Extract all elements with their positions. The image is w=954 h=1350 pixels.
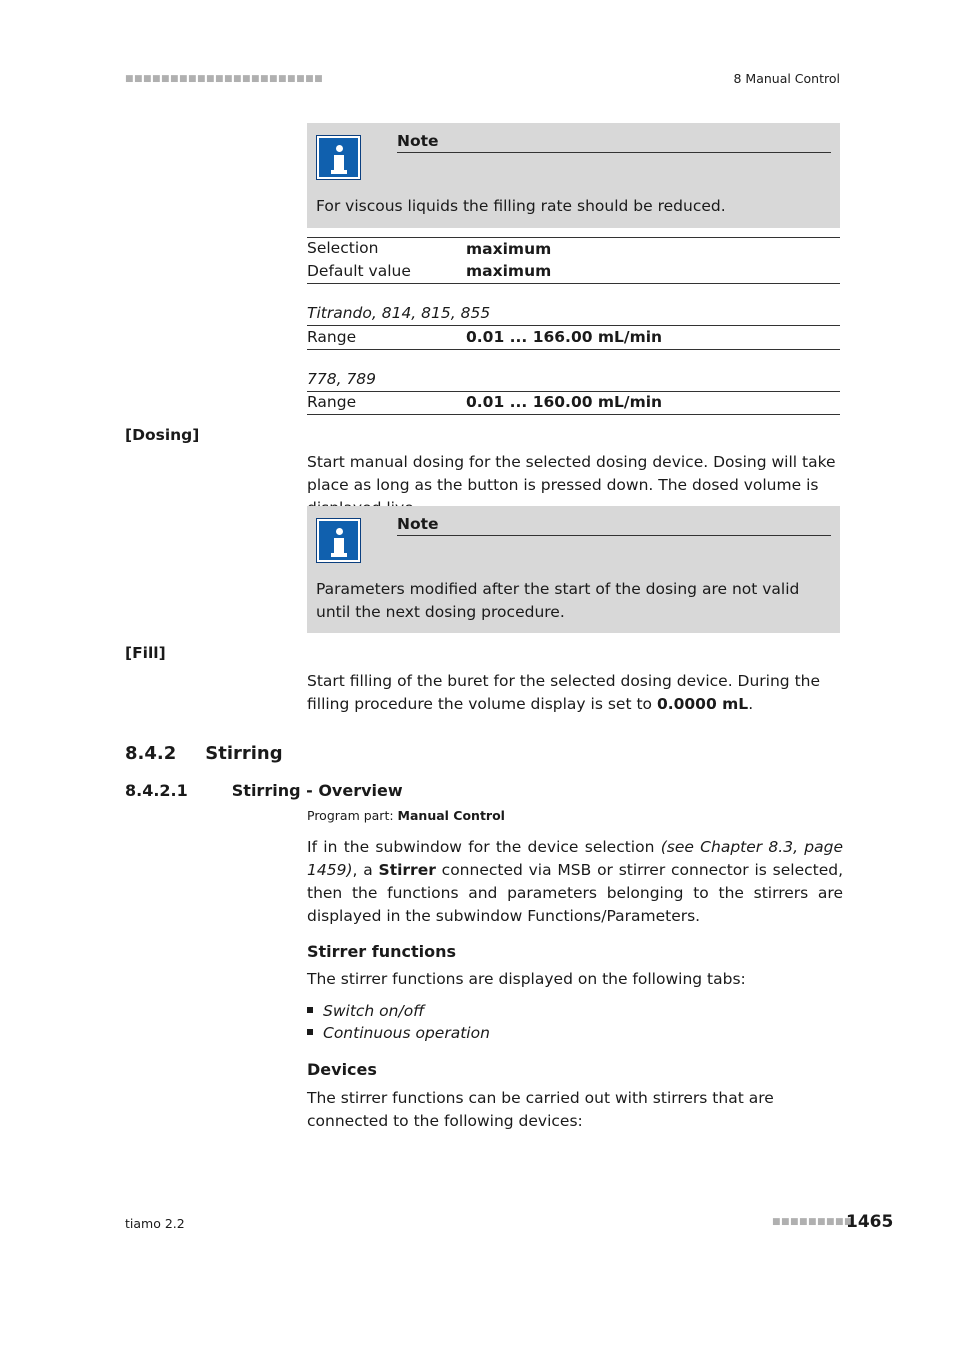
note-body: Parameters modified after the start of the dosing are not valid until the next dosing procedure.: [316, 580, 800, 621]
section-heading: [125, 743, 283, 764]
subsection-title: Stirring - Overview: [231, 781, 403, 800]
table-rule: [307, 414, 840, 415]
info-icon: [316, 135, 361, 180]
range-label: Range: [307, 393, 357, 411]
chapter-reference-link[interactable]: (see Chapter 8.3, page 1459): [307, 838, 843, 879]
devices-heading: Devices: [307, 1060, 377, 1079]
footer-decoration: ■■■■■■■■■: [772, 1217, 854, 1227]
volume-value: 0.0000 mL: [656, 695, 749, 713]
range-caption: 778, 789: [307, 370, 377, 388]
table-rule: [307, 237, 840, 238]
note-box: [307, 506, 840, 633]
subsection-heading: [125, 781, 403, 800]
table-rule: [307, 391, 840, 392]
range-value: 0.01 ... 166.00 mL/min: [466, 328, 663, 346]
table-label: Selection: [307, 239, 379, 257]
intro-paragraph: If in the subwindow for the device selection (see Chapter 8.3, page 1459), a Stirrer connected via MSB or stirrer connector is selected, then the functions and parameters belonging to the stirrers are displayed in the subwindow Functions/Parameters.: [307, 838, 844, 925]
note-box: [307, 123, 840, 228]
range-caption: Titrando, 814, 815, 855: [307, 304, 491, 322]
page-number: 1465: [846, 1212, 894, 1232]
list-item: Continuous operation: [307, 1024, 490, 1042]
subsection-number: 8.4.2.1: [125, 781, 188, 800]
dosing-description: Start manual dosing for the selected dosing device. Dosing will take place as long as the button is pressed down. The dosed volume is: [307, 453, 836, 494]
note-title: Note: [397, 132, 831, 153]
table-rule: [307, 325, 840, 326]
footer-product: tiamo 2.2: [125, 1216, 185, 1231]
section-title: Stirring: [205, 743, 283, 764]
table-value: maximum: [466, 262, 552, 280]
note-title: Note: [397, 515, 831, 536]
table-label: Default value: [307, 262, 411, 280]
running-header-chapter: 8 Manual Control: [733, 71, 840, 86]
note-body: For viscous liquids the filling rate should be reduced.: [316, 197, 726, 215]
range-label: Range: [307, 328, 357, 346]
list-item: Switch on/off: [307, 1002, 424, 1020]
section-number: 8.4.2: [125, 743, 177, 764]
range-value: 0.01 ... 160.00 mL/min: [466, 393, 663, 411]
dosing-term: [Dosing]: [125, 426, 200, 444]
header-decoration: ■■■■■■■■■■■■■■■■■■■■■■: [125, 74, 324, 84]
table-rule: [307, 349, 840, 350]
info-icon: [316, 518, 361, 563]
devices-text: The stirrer functions can be carried out with stirrers that are connected to the following devices:: [307, 1089, 774, 1130]
fill-term: [Fill]: [125, 644, 166, 662]
table-value: maximum: [466, 240, 552, 258]
program-part: Program part: Manual Control: [307, 808, 505, 823]
stirrer-functions-heading: Stirrer functions: [307, 942, 457, 961]
table-rule: [307, 283, 840, 284]
fill-description: Start filling of the buret for the selected dosing device. During the filling procedure the volume display is set to 0.0000 mL.: [307, 672, 821, 713]
stirrer-functions-text: The stirrer functions are displayed on the following tabs:: [307, 970, 746, 988]
